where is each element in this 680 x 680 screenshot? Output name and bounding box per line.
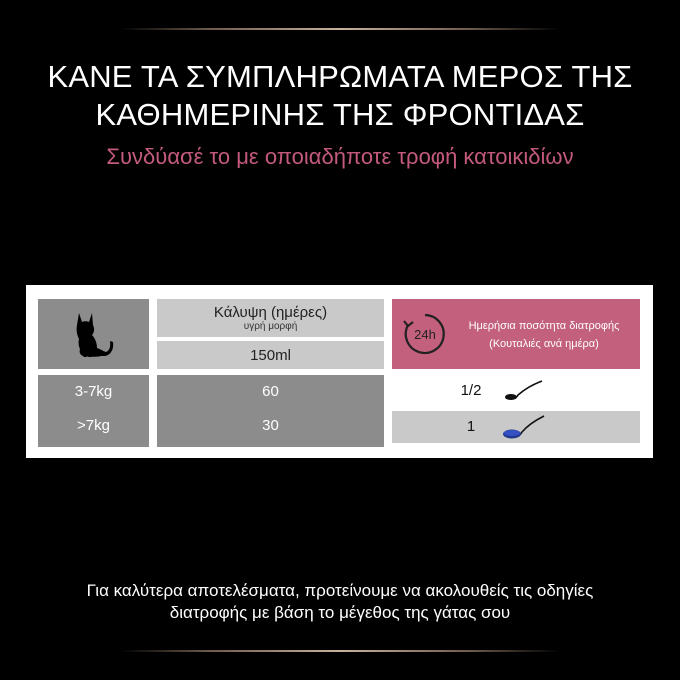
coverage-subheader: υγρή μορφή xyxy=(243,320,298,332)
daily-amount-label xyxy=(454,317,634,353)
spoons-value-2: 1 xyxy=(466,418,476,435)
days-row-1: 60 xyxy=(262,383,279,400)
footer-note xyxy=(0,580,680,624)
spoons-value-1: 1/2 xyxy=(460,382,482,399)
days-row-2: 30 xyxy=(262,417,279,434)
clock-label: 24h xyxy=(414,327,436,342)
volume-label: 150ml xyxy=(250,346,291,364)
bottom-decorative-rule xyxy=(120,650,560,652)
footer-line-1: Για καλύτερα αποτελέσματα, προτείνουμε να ακολουθείς τις οδηγίες xyxy=(86,581,594,600)
volume-cell xyxy=(157,341,384,369)
headline-line-2: ΚΑΘΗΜΕΡΙΝΗΣ ΤΗΣ ΦΡΟΝΤΙΔΑΣ xyxy=(95,97,585,132)
spoons-row-1 xyxy=(392,375,640,407)
coverage-header: Κάλυψη (ημέρες) xyxy=(213,303,328,321)
coverage-header-cell xyxy=(157,299,384,337)
weight-row-2: >7kg xyxy=(77,417,110,434)
full-spoon-icon xyxy=(500,412,548,442)
headline-line-1: ΚΑΝΕ ΤΑ ΣΥΜΠΛΗΡΩΜΑΤΑ ΜΕΡΟΣ ΤΗΣ xyxy=(47,59,633,94)
coverage-days-column xyxy=(157,375,384,447)
spoons-row-2 xyxy=(392,411,640,443)
footer-line-2: διατροφής με βάση το μέγεθος της γάτας σου xyxy=(169,603,511,622)
cat-icon-cell xyxy=(38,299,149,369)
dosage-table xyxy=(26,285,653,458)
cat-silhouette-icon xyxy=(65,305,123,363)
daily-amount-line-1: Ημερήσια ποσότητα διατροφής xyxy=(468,320,620,332)
daily-amount-line-2: (Κουταλιές ανά ημέρα) xyxy=(489,338,599,350)
24h-clock-icon xyxy=(400,309,450,359)
top-decorative-rule xyxy=(120,28,560,30)
weight-column xyxy=(38,375,149,447)
daily-amount-header-cell xyxy=(392,299,640,369)
weight-row-1: 3-7kg xyxy=(74,383,113,400)
half-spoon-icon xyxy=(502,378,546,404)
subtitle: Συνδύασέ το με οποιαδήποτε τροφή κατοικιδίων xyxy=(106,144,574,169)
